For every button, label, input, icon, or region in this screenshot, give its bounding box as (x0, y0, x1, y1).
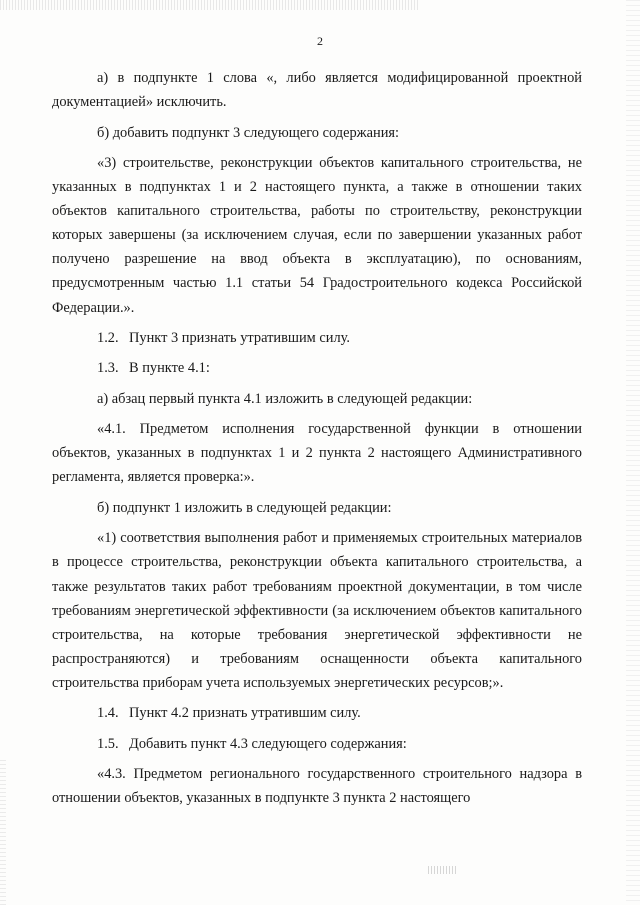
paragraph-1-3b: б) подпункт 1 изложить в следующей редакции: (97, 499, 392, 516)
item-1-4: 1.4. Пункт 4.2 признать утратившим силу. (52, 701, 582, 725)
scan-artifact-left (0, 760, 6, 905)
item-number: 1.5. (97, 735, 119, 752)
paragraph-1b: б) добавить подпункт 3 следующего содержания: (97, 124, 400, 141)
paragraph-subitem-3: «3) строительстве, реконструкции объектов капитального строительства, не указанных в подпунктах 1 и 2 настоящего пункта, а также в отношении таких объектов капитального строительства, работы по строительству, реконструкции которых завершены (за исключением случая, если по завершении указанных работ получено разрешение на ввод объекта в эксплуатацию), по основаниям, предусмотренным частью 1.1 статьи 54 Градостроительного кодекса Российской Федерации.». (52, 154, 582, 316)
item-number: 1.4. (97, 705, 119, 722)
paragraph-4-3-quote: «4.3. Предметом регионального государственного строительного надзора в отношении объектов, указанных в подпункте 3 пункта 2 настоящего (52, 766, 582, 807)
paragraph-1-3a: а) абзац первый пункта 4.1 изложить в следующей редакции: (97, 390, 473, 407)
scan-artifact-bottom (428, 866, 456, 874)
paragraph-4-1-quote: «4.1. Предметом исполнения государственной функции в отношении объектов, указанных в подпунктах 1 и 2 пункта 2 настоящего Административного регламента, является проверка:». (52, 421, 582, 486)
scan-artifact-right (626, 0, 640, 905)
item-1-3: 1.3. В пункте 4.1: (52, 356, 582, 380)
paragraph-subitem-1-quote: «1) соответствия выполнения работ и применяемых строительных материалов в процессе строительства, реконструкции объекта капитального строительства, а также результатов таких работ требованиям проектной документации, в том числе требованиям энергетической эффективности (за исключением объектов капитального строительства, на которые требования энергетической эффективности не распространяются) и требованиям оснащенности объекта капитального строительства приборам учета используемых энергетических ресурсов;». (52, 530, 582, 691)
item-number: 1.3. (97, 360, 119, 377)
document-body (52, 66, 582, 817)
item-number: 1.2. (97, 329, 119, 346)
item-1-2: 1.2. Пункт 3 признать утратившим силу. (52, 326, 582, 350)
item-1-5: 1.5. Добавить пункт 4.3 следующего содержания: (52, 732, 582, 756)
page-number: 2 (317, 34, 323, 48)
scan-artifact-top (0, 0, 420, 10)
paragraph-1a: а) в подпункте 1 слова «, либо является модифицированной проектной документацией» исключить. (52, 70, 582, 111)
